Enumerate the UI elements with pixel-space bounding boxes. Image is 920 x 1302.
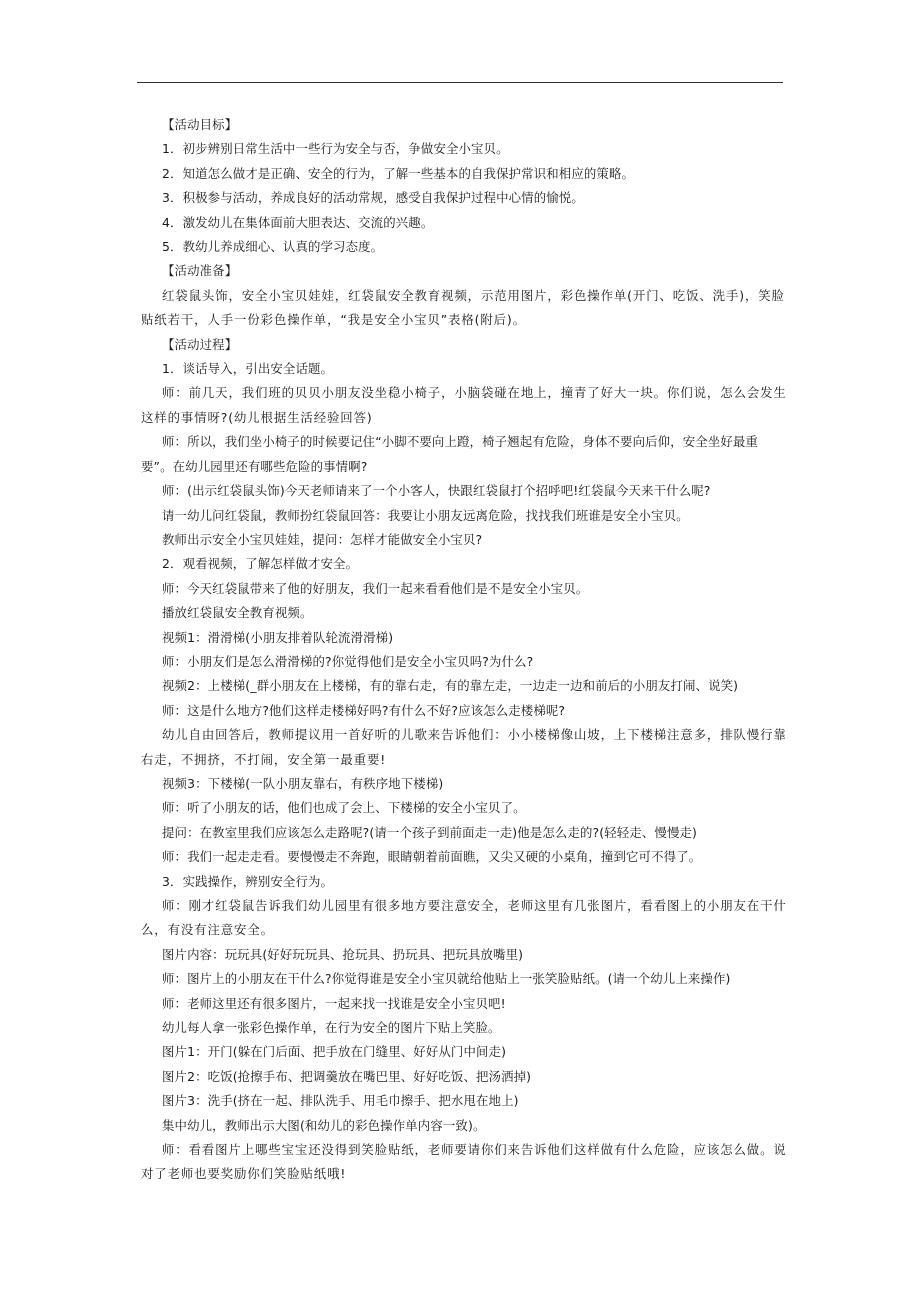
paragraph: 视频3：下楼梯(一队小朋友靠右，有秩序地下楼梯) xyxy=(162,775,444,791)
step-3-heading: 3．实践操作，辨别安全行为。 xyxy=(162,873,334,889)
goal-item-3: 3．积极参与活动，养成良好的活动常规，感受自我保护过程中心情的愉悦。 xyxy=(162,190,584,206)
heading-activity-process: 【活动过程】 xyxy=(162,336,238,352)
paragraph: 师：前几天，我们班的贝贝小朋友没坐稳小椅子，小脑袋碰在地上，撞青了好大一块。你们说，怎么会发生这样的事情呀?(幼儿根据生活经验回答) xyxy=(141,385,787,425)
paragraph: 师：我们一起走走看。要慢慢走不奔跑，眼睛朝着前面瞧，又尖又硬的小桌角，撞到它可不得了。 xyxy=(162,849,702,865)
step-2-heading: 2．观看视频，了解怎样做才安全。 xyxy=(162,556,359,572)
goal-item-5: 5．教幼儿养成细心、认真的学习态度。 xyxy=(162,239,384,255)
paragraph: 图片2：吃饭(抢擦手布、把调羹放在嘴巴里、好好吃饭、把汤洒掉) xyxy=(162,1068,532,1084)
goal-item-2: 2．知道怎么做才是正确、安全的行为，了解一些基本的自我保护常识和相应的策略。 xyxy=(162,165,635,181)
preparation-paragraph: 红袋鼠头饰，安全小宝贝娃娃，红袋鼠安全教育视频，示范用图片，彩色操作单(开门、吃饭、洗手)，笑脸贴纸若干，人手一份彩色操作单，“我是安全小宝贝”表格(附后)。 xyxy=(141,287,785,328)
paragraph: 集中幼儿，教师出示大图(和幼儿的彩色操作单内容一致)。 xyxy=(162,1117,486,1133)
paragraph: 师：刚才红袋鼠告诉我们幼儿园里有很多地方要注意安全，老师这里有几张图片，看看图上的小朋友在干什么，有没有注意安全。 xyxy=(141,898,787,938)
paragraph: 师：看看图片上哪些宝宝还没得到笑脸贴纸，老师要请你们来告诉他们这样做有什么危险，应该怎么做。说对了老师也要奖励你们笑脸贴纸哦! xyxy=(141,1142,787,1182)
header-rule xyxy=(137,82,783,83)
paragraph: 幼儿自由回答后，教师提议用一首好听的儿歌来告诉他们：小小楼梯像山坡，上下楼梯注意多，排队慢行靠右走，不拥挤，不打闹，安全第一最重要! xyxy=(141,727,787,767)
paragraph: 图片1：开门(躲在门后面、把手放在门缝里、好好从门中间走) xyxy=(162,1044,507,1060)
paragraph: 幼儿每人拿一张彩色操作单，在行为安全的图片下贴上笑脸。 xyxy=(162,1020,501,1036)
step-1-heading: 1．谈话导入，引出安全话题。 xyxy=(162,361,334,377)
goal-item-4: 4．激发幼儿在集体面前大胆表达、交流的兴趣。 xyxy=(162,214,434,230)
paragraph: 师：这是什么地方?他们这样走楼梯好吗?有什么不好?应该怎么走楼梯呢? xyxy=(162,702,566,718)
paragraph: 视频1：滑滑梯(小朋友排着队轮流滑滑梯) xyxy=(162,629,394,645)
paragraph: 师：小朋友们是怎么滑滑梯的?你觉得他们是安全小宝贝吗?为什么? xyxy=(162,653,534,669)
paragraph: 播放红袋鼠安全教育视频。 xyxy=(162,605,313,621)
paragraph: 师：图片上的小朋友在干什么?你觉得谁是安全小宝贝就给他贴上一张笑脸贴纸。(请一个幼儿上来操作) xyxy=(162,971,731,987)
paragraph: 请一幼儿问红袋鼠，教师扮红袋鼠回答：我要让小朋友远离危险，找找我们班谁是安全小宝贝。 xyxy=(162,507,689,523)
paragraph: 师：今天红袋鼠带来了他的好朋友，我们一起来看看他们是不是安全小宝贝。 xyxy=(162,580,589,596)
paragraph: 视频2：上楼梯(_群小朋友在上楼梯，有的靠右走，有的靠左走，一边走一边和前后的小朋友打闹、说笑) xyxy=(162,678,739,694)
heading-activity-preparation: 【活动准备】 xyxy=(162,263,238,279)
paragraph: 图片3：洗手(挤在一起、排队洗手、用毛巾擦手、把水甩在地上) xyxy=(162,1093,519,1109)
paragraph: 师：听了小朋友的话，他们也成了会上、下楼梯的安全小宝贝了。 xyxy=(162,800,526,816)
paragraph: 图片内容：玩玩具(好好玩玩具、抢玩具、扔玩具、把玩具放嘴里) xyxy=(162,946,524,962)
paragraph: 师：所以，我们坐小椅子的时候要记住“小脚不要向上蹬，椅子翘起有危险，身体不要向后仰，安全坐好最重要”。在幼儿园里还有哪些危险的事情啊? xyxy=(141,434,758,474)
paragraph: 教师出示安全小宝贝娃娃，提问：怎样才能做安全小宝贝? xyxy=(162,531,483,547)
paragraph: 师：老师这里还有很多图片，一起来找一找谁是安全小宝贝吧! xyxy=(162,995,506,1011)
paragraph: 提问：在教室里我们应该怎么走路呢?(请一个孩子到前面走一走)他是怎么走的?(轻轻走、慢慢走) xyxy=(162,824,698,840)
paragraph: 师：(出示红袋鼠头饰)今天老师请来了一个小客人，快跟红袋鼠打个招呼吧!红袋鼠今天来干什么呢? xyxy=(162,483,711,499)
document-body xyxy=(141,113,787,1187)
goal-item-1: 1．初步辨别日常生活中一些行为安全与否，争做安全小宝贝。 xyxy=(162,141,509,157)
heading-activity-goals: 【活动目标】 xyxy=(162,117,238,132)
